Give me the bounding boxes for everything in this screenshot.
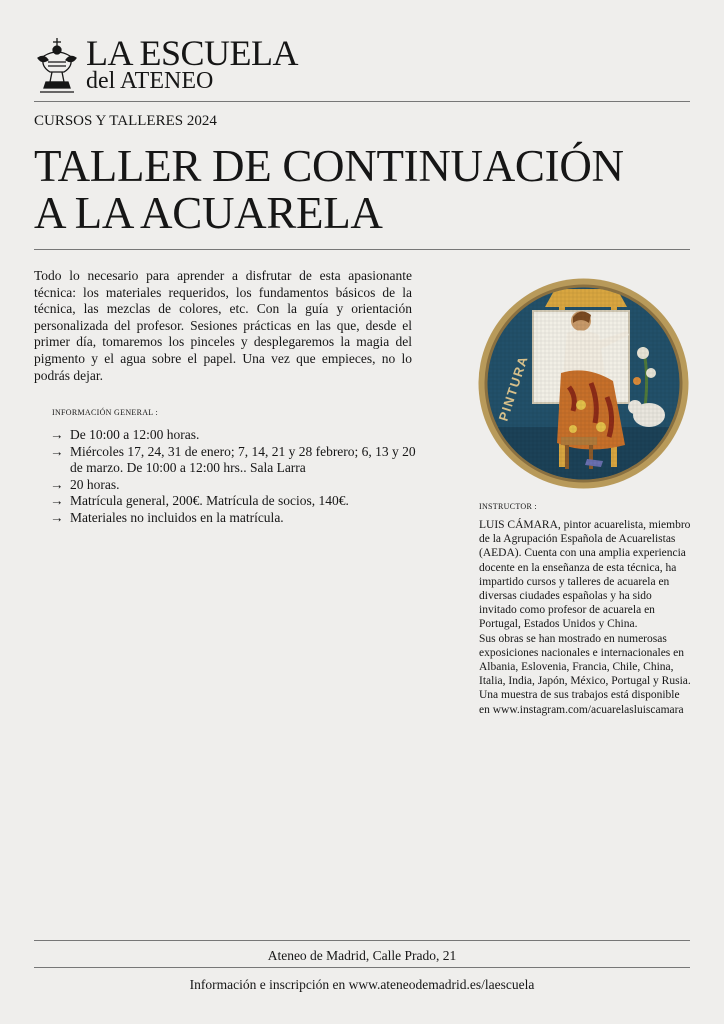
arrow-right-icon: → [50, 443, 64, 459]
list-item [50, 510, 422, 527]
list-item-text: 20 horas. [70, 476, 120, 492]
title-line-1: TALLER DE CONTINUACIÓN [34, 141, 624, 191]
divider [34, 101, 690, 102]
divider [34, 967, 690, 968]
list-item-text: Miércoles 17, 24, 31 de enero; 7, 14, 21 y 28 febrero; 6, 13 y 20 de marzo. De 10:00 a 12:00 hrs.. Sala Larra [70, 443, 416, 476]
instructor-label: INSTRUCTOR : [479, 502, 537, 511]
logo-title: LA ESCUELA [86, 33, 299, 73]
ateneo-crest-icon [34, 36, 80, 94]
divider [34, 249, 690, 250]
info-label: INFORMACIÓN GENERAL : [52, 408, 159, 417]
divider [34, 940, 690, 941]
list-item-text: Materiales no incluidos en la matrícula. [70, 509, 284, 525]
instructor-paragraph-1: LUIS CÁMARA, pintor acuarelista, miembro de la Agrupación Española de Acuarelistas (AEDA). Cuenta con una amplia experiencia docente en la enseñanza de esta técnica, ha impartido cursos y talleres de acuarela en diversas ciudades españolas y ha sido invitado como profesor de acuarela en Portugal, Estados Unidos y China. [479, 519, 691, 631]
arrow-right-icon: → [50, 476, 64, 492]
list-item-text: De 10:00 a 12:00 horas. [70, 427, 200, 442]
intro-paragraph: Todo lo necesario para aprender a disfrutar de esta apasionante técnica: los materiales requeridos, los fundamentos básicos de la técnica, las mezclas de colores, etc. Con la guía y orientación personalizada del profesor. Sesiones prácticas en las que, desde el primer día, tomaremos los pinceles y desplegaremos la magia del pigmento y el agua sobre el papel. Una vez que empieces, no lo podrás dejar. [34, 268, 412, 383]
instructor-bio [479, 518, 691, 717]
arrow-right-icon: → [50, 427, 64, 442]
title-line-2: A LA ACUARELA [34, 188, 383, 238]
list-item [50, 477, 422, 494]
mosaic-medallion-image [477, 277, 690, 490]
page-title [34, 143, 704, 237]
medallion-inscription: PINTURA [495, 353, 531, 423]
arrow-right-icon: → [50, 509, 64, 525]
list-item [50, 493, 422, 510]
list-item [50, 444, 422, 477]
list-item-text: Matrícula general, 200€. Matrícula de socios, 140€. [70, 493, 349, 509]
logo-subtitle: del ATENEO [86, 68, 214, 94]
arrow-right-icon: → [50, 493, 64, 509]
info-list [50, 427, 422, 527]
list-item [50, 427, 422, 444]
section-label: CURSOS Y TALLERES 2024 [34, 113, 217, 129]
footer-address: Ateneo de Madrid, Calle Prado, 21 [267, 948, 457, 963]
instructor-paragraph-2: Sus obras se han mostrado en numerosas exposiciones nacionales e internacionales en Albania, Eslovenia, Francia, Chile, China, Italia, India, Japón, México, Portugal y Rusia. Una muestra de sus trabajos está disponible en www.instagram.com/acuarelasluiscamara [479, 632, 691, 716]
footer-contact: Información e inscripción en www.ateneodemadrid.es/laescuela [189, 977, 535, 992]
